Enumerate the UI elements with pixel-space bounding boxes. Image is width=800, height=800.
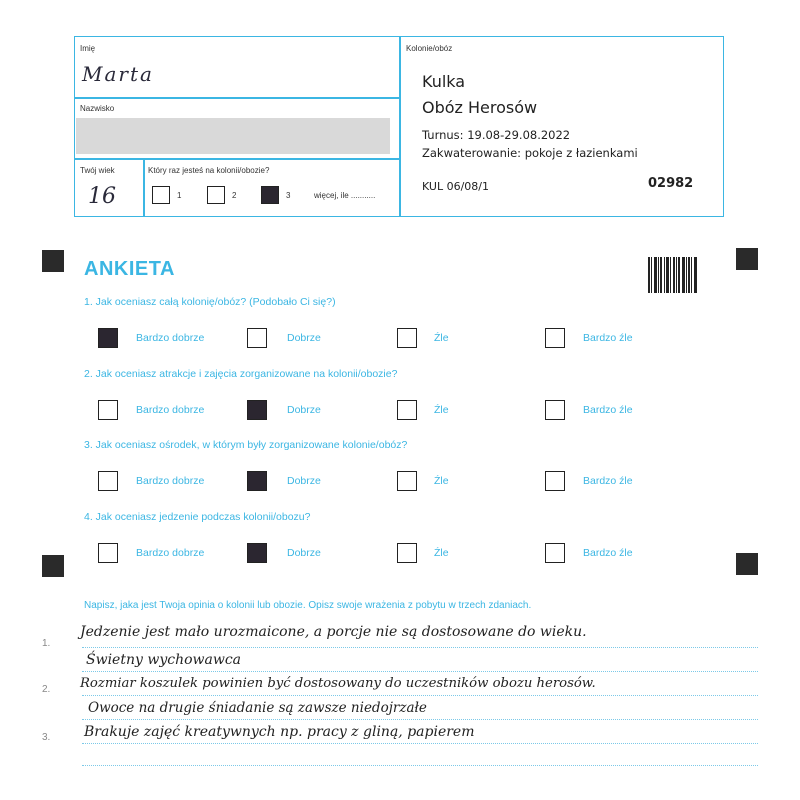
camp-code: KUL 06/08/1: [422, 180, 489, 193]
response-text-5: Brakuje zajęć kreatywnych np. pracy z gliną, papierem: [84, 724, 475, 740]
question-2-option-zle-checkbox[interactable]: [397, 400, 417, 420]
response-line-6: [82, 765, 758, 766]
times-option-2-label: 2: [232, 191, 237, 200]
response-text-4: Owoce na drugie śniadanie są zawsze niedojrzałe: [88, 700, 427, 716]
accommodation-row: [422, 146, 638, 160]
question-1-option-zle-checkbox[interactable]: [397, 328, 417, 348]
question-3-option-zle-checkbox[interactable]: [397, 471, 417, 491]
question-4-option-bardzo-dobrze-checkbox[interactable]: [98, 543, 118, 563]
question-2-option-dobrze-checkbox[interactable]: [247, 400, 267, 420]
question-4-option-zle-label: Źle: [434, 547, 449, 559]
question-3-text: 3. Jak oceniasz ośrodek, w którym były zorganizowane kolonie/obóz?: [84, 439, 408, 451]
question-4-option-bardzo-zle-label: Bardzo źle: [583, 547, 633, 559]
response-line-4: [82, 719, 758, 720]
first-name-label: Imię: [80, 44, 96, 53]
surname-redaction: [76, 118, 390, 154]
question-2-option-bardzo-dobrze-label: Bardzo dobrze: [136, 404, 205, 416]
question-2-option-bardzo-zle-checkbox[interactable]: [545, 400, 565, 420]
header-divider-name: [74, 97, 399, 99]
question-2-option-dobrze-label: Dobrze: [287, 404, 321, 416]
surname-label: Nazwisko: [80, 104, 115, 113]
camp-name: Kulka: [422, 72, 466, 91]
response-line-2: [82, 671, 758, 672]
times-label: Który raz jesteś na kolonii/obozie?: [148, 166, 270, 175]
line-number-1: 1.: [42, 638, 51, 649]
accommodation-label: Zakwaterowanie:: [422, 146, 522, 160]
question-4-text: 4. Jak oceniasz jedzenie podczas kolonii/obozu?: [84, 511, 311, 523]
question-2-option-zle-label: Źle: [434, 404, 449, 416]
header-divider-surname: [74, 158, 399, 160]
times-option-1-label: 1: [177, 191, 182, 200]
times-more-label: więcej, ile ...........: [314, 191, 376, 200]
question-1-text: 1. Jak oceniasz całą kolonię/obóz? (Podobało Ci się?): [84, 296, 336, 308]
question-1-option-dobrze-label: Dobrze: [287, 332, 321, 344]
response-text-2: Świetny wychowawca: [86, 652, 242, 668]
accommodation-value: pokoje z łazienkami: [524, 146, 638, 160]
response-text-1: Jedzenie jest mało urozmaicone, a porcje nie są dostosowane do wieku.: [80, 624, 587, 640]
response-line-1: [82, 647, 758, 648]
camp-label: Kolonie/obóz: [406, 44, 453, 53]
opinion-instruction: Napisz, jaka jest Twoja opinia o kolonii lub obozie. Opisz swoje wrażenia z pobytu w trzech zdaniach.: [84, 600, 532, 611]
header-divider-vertical: [399, 36, 401, 217]
registration-mark-bottom-right: [736, 553, 758, 575]
times-option-3-label: 3: [286, 191, 291, 200]
question-4-option-zle-checkbox[interactable]: [397, 543, 417, 563]
response-text-3: Rozmiar koszulek powinien być dostosowany do uczestników obozu herosów.: [80, 676, 596, 691]
question-4-option-dobrze-checkbox[interactable]: [247, 543, 267, 563]
question-3-option-dobrze-label: Dobrze: [287, 475, 321, 487]
turnus-value: 19.08-29.08.2022: [467, 128, 571, 142]
question-1-option-bardzo-zle-checkbox[interactable]: [545, 328, 565, 348]
turnus-label: Turnus:: [422, 128, 464, 142]
times-option-3-box[interactable]: [261, 186, 279, 204]
age-value: 16: [88, 184, 116, 209]
age-label: Twój wiek: [80, 166, 115, 175]
question-2-text: 2. Jak oceniasz atrakcje i zajęcia zorganizowane na kolonii/obozie?: [84, 368, 398, 380]
form-number: 02982: [648, 176, 694, 191]
question-4-option-dobrze-label: Dobrze: [287, 547, 321, 559]
line-number-2: 2.: [42, 684, 51, 695]
times-option-2-box[interactable]: [207, 186, 225, 204]
question-1-option-bardzo-zle-label: Bardzo źle: [583, 332, 633, 344]
registration-mark-top-right: [736, 248, 758, 270]
question-2-option-bardzo-zle-label: Bardzo źle: [583, 404, 633, 416]
survey-title: ANKIETA: [84, 258, 175, 280]
registration-mark-top-left: [42, 250, 64, 272]
line-number-3: 3.: [42, 732, 51, 743]
question-1-option-zle-label: Źle: [434, 332, 449, 344]
question-3-option-bardzo-dobrze-checkbox[interactable]: [98, 471, 118, 491]
question-4-option-bardzo-zle-checkbox[interactable]: [545, 543, 565, 563]
question-3-option-bardzo-zle-label: Bardzo źle: [583, 475, 633, 487]
response-line-3: [82, 695, 758, 696]
registration-mark-bottom-left: [42, 555, 64, 577]
question-3-option-bardzo-dobrze-label: Bardzo dobrze: [136, 475, 205, 487]
first-name-value: Marta: [82, 62, 154, 86]
question-3-option-dobrze-checkbox[interactable]: [247, 471, 267, 491]
camp-program: Obóz Herosów: [422, 98, 538, 117]
question-3-option-zle-label: Źle: [434, 475, 449, 487]
question-1-option-dobrze-checkbox[interactable]: [247, 328, 267, 348]
turnus-row: [422, 128, 570, 142]
header-divider-age: [143, 158, 145, 217]
question-2-option-bardzo-dobrze-checkbox[interactable]: [98, 400, 118, 420]
question-1-option-bardzo-dobrze-label: Bardzo dobrze: [136, 332, 205, 344]
barcode: [648, 257, 704, 293]
response-line-5: [82, 743, 758, 744]
question-1-option-bardzo-dobrze-checkbox[interactable]: [98, 328, 118, 348]
question-4-option-bardzo-dobrze-label: Bardzo dobrze: [136, 547, 205, 559]
question-3-option-bardzo-zle-checkbox[interactable]: [545, 471, 565, 491]
times-option-1-box[interactable]: [152, 186, 170, 204]
